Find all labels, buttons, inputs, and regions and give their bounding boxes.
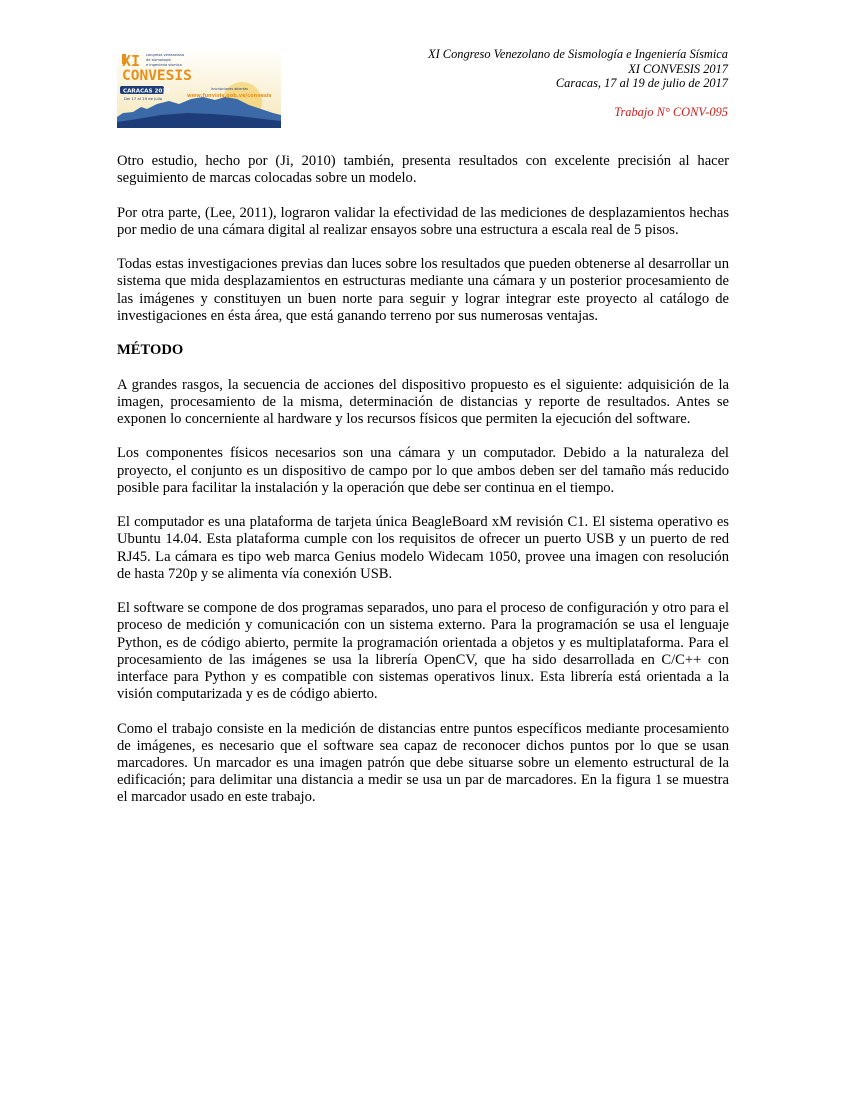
logo-event-dates: Del 17 al 19 de julio (124, 96, 163, 101)
convesis-logo-graphic (117, 47, 281, 128)
paper-body (117, 153, 729, 824)
logo-tagline-2: de sismología (146, 58, 171, 62)
paragraph-lee-2011: Por otra parte, (Lee, 2011), lograron validar la efectividad de las mediciones de desplazamientos hechas por medio de una cámara digital al realizar ensayos sobre una estructura a escala real de 5 pisos. (117, 204, 729, 238)
logo-name: CONVESIS (122, 68, 192, 84)
paragraph-software: El software se compone de dos programas separados, uno para el proceso de configuración y otro para el proceso de medición y comunicación con un sistema externo. Para la programación se usa el lenguaje Python, es de código abierto, permite la programación orientada a objetos y es multiplataforma. Para el procesamiento de las imágenes se usa la librería OpenCV, que ha sido desarrollada en C/C++ con interface para Python y es compatible con sistemas operativos linux. Esta librería está orientada a la visión computarizada y es de código abierto. (117, 600, 729, 703)
logo-url-caption: Inscripciones abiertas (211, 87, 249, 91)
logo-event-badge: CARACAS 2017 (123, 88, 171, 95)
conference-header (428, 47, 728, 119)
conference-title: XI Congreso Venezolano de Sismología e Ingeniería Sísmica (428, 47, 728, 61)
paragraph-computer-camera: El computador es una plataforma de tarjeta única BeagleBoard xM revisión C1. El sistema operativo es Ubuntu 14.04. Esta plataforma cumple con los requisitos de ofrecer un puerto USB y un puerto de red RJ45. La cámara es tipo web marca Genius modelo Widecam 1050, provee una imagen con resolución de hasta 720p y se alimenta vía conexión USB. (117, 514, 729, 582)
paragraph-action-sequence: A grandes rasgos, la secuencia de acciones del dispositivo propuesto es el siguiente: adquisición de la imagen, procesamiento de la misma, determinación de distancias y reporte de resultados. Antes se exponen lo concerniente al hardware y los recursos físicos que permiten la ejecución del software. (117, 376, 729, 427)
conference-place-dates: Caracas, 17 al 19 de julio de 2017 (555, 76, 728, 91)
paragraph-previous-research: Todas estas investigaciones previas dan luces sobre los resultados que pueden obtenerse al desarrollar un sistema que mida desplazamientos en estructuras mediante una cámara y un posterior procesamiento de las imágenes y constituyen un buen norte para seguir y lograr integrar este proyecto al catálogo de investigaciones en ésta área, que está ganando terreno por sus numerosas ventajas. (117, 256, 729, 324)
paragraph-markers: Como el trabajo consiste en la medición de distancias entre puntos específicos mediante procesamiento de imágenes, es necesario que el software sea capaz de reconocer dichos puntos por lo que se usan marcadores. Un marcador es una imagen patrón que debe situarse sobre un elemento estructural de la edificación; para delimitar una distancia a medir se usa un par de marcadores. En la figura 1 se muestra el marcador usado en este trabajo. (117, 720, 729, 806)
logo-tagline-1: congreso venezolano (146, 53, 185, 57)
paragraph-ji-2010: Otro estudio, hecho por (Ji, 2010) también, presenta resultados con excelente precisión al hacer seguimiento de marcas colocadas sobre un modelo. (117, 153, 729, 187)
logo-tagline-3: e ingeniería sísmica (146, 63, 182, 67)
logo-url: www.funvisis.gob.ve/convesis (187, 93, 272, 99)
paragraph-physical-components: Los componentes físicos necesarios son una cámara y un computador. Debido a la naturaleza del proyecto, el conjunto es un dispositivo de campo por lo que ambos deben ser del tamaño más reducido posible para facilitar la instalación y la operación que debe ser continua en el tiempo. (117, 445, 729, 496)
section-heading-metodo: MÉTODO (117, 342, 184, 359)
logo-roman-numeral: XI (122, 52, 141, 70)
conference-edition: XI CONVESIS 2017 (628, 61, 728, 76)
convesis-logo (117, 47, 281, 128)
paper-number: Trabajo N° CONV-095 (614, 104, 728, 119)
